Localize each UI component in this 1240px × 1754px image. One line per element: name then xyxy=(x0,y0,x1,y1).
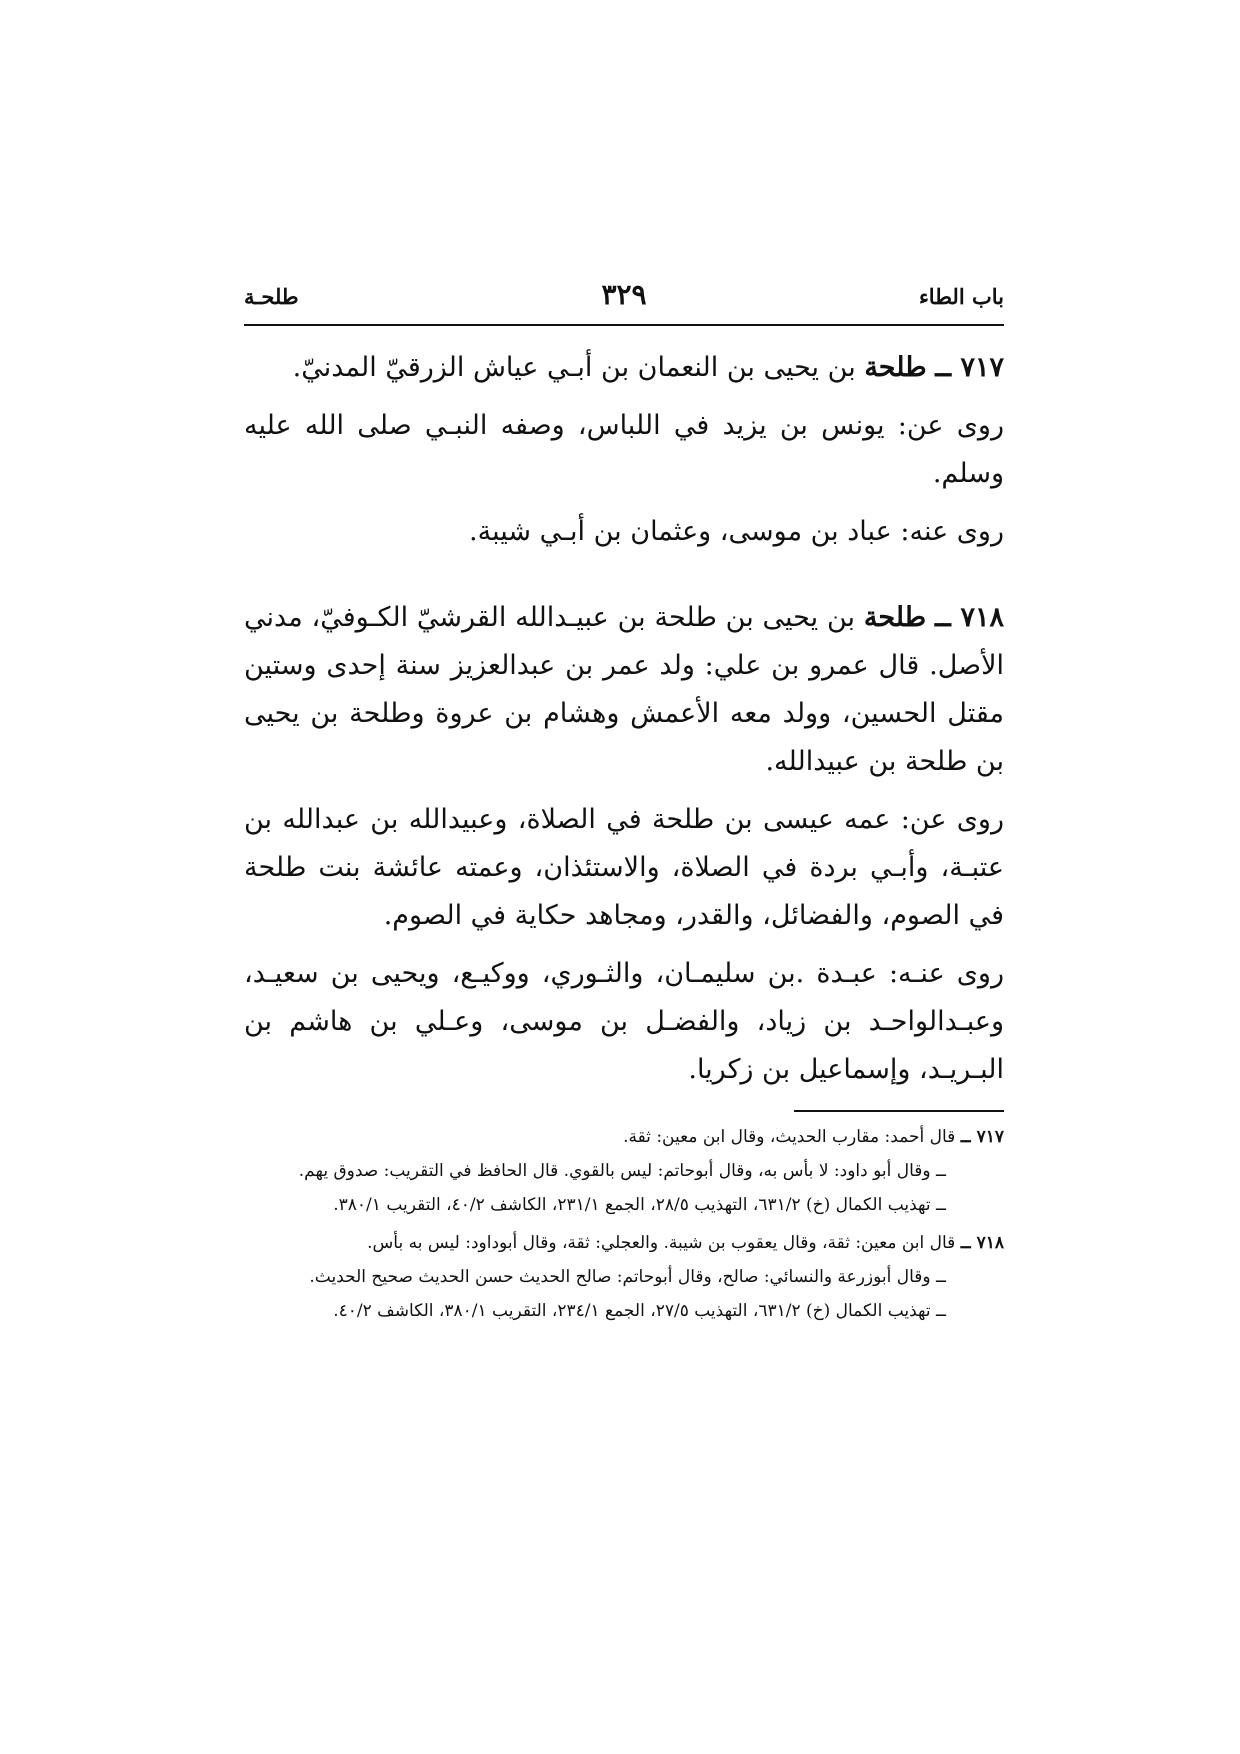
entry-heading xyxy=(244,594,1004,786)
narrated-from: روى عن: يونس بن يزيد في اللباس، وصفه النبـي صلى الله عليه وسلم. xyxy=(244,410,1004,489)
narrated-from: روى عن: عمه عيسى بن طلحة في الصلاة، وعبيدالله بن عبدالله بن عتبـة، وأبـي بردة في الصلاة، والاستئذان، وعمته عائشة بنت طلحة في الصوم، والفضائل، والقدر، ومجاهد حكاية في الصوم. xyxy=(244,804,1005,931)
footnote-line: ــ وقال أبوزرعة والنسائي: صالح، وقال أبوحاتم: صالح الحديث حسن الحديث صحيح الحديث. xyxy=(309,1267,946,1287)
section-title: باب الطاء xyxy=(918,284,1004,309)
page-number: ٣٢٩ xyxy=(601,278,647,311)
entry-number: ٧١٧ ــ xyxy=(935,352,1004,383)
footnote-line xyxy=(244,1120,1004,1154)
footnote-line: ــ تهذيب الكمال (خ) ٦٣١/٢، التهذيب ٢٧/٥، الجمع ٢٣٤/١، التقريب ٣٨٠/١، الكاشف ٤٠/٢. xyxy=(333,1301,946,1321)
footnote-divider xyxy=(794,1110,1004,1112)
running-head xyxy=(244,278,1004,326)
entry-name: طلحة xyxy=(864,352,927,383)
entry-lineage: بن يحيى بن طلحة بن عبيـدالله القرشيّ الكـوفيّ، مدني الأصل. قال عمرو بن علي: ولد عمر بن عبدالعزيز سنة إحدى وستين مقتل الحسين، وولد معه الأعمش وهشام بن عروة وطلحة بن يحيى بن طلحة بن عبيدالله. xyxy=(244,602,1004,777)
footnote-line: ــ تهذيب الكمال (خ) ٦٣١/٢، التهذيب ٢٨/٥، الجمع ٢٣١/١، الكاشف ٤٠/٢، التقريب ٣٨٠/١. xyxy=(333,1195,946,1215)
entry-717 xyxy=(244,344,1004,556)
entry-718 xyxy=(244,594,1004,1094)
narrated-by: روى عنـه: عبـدة .بن سليمـان، والثـوري، ووكيـع، ويحيى بن سعيـد، وعبـدالواحـد بن زياد، والفضـل بن موسى، وعـلي بن هاشم بن البـريـد، وإسماعيل بن زكريا. xyxy=(244,958,1004,1085)
footnote-text: قال أحمد: مقارب الحديث، وقال ابن معين: ثقة. xyxy=(623,1127,956,1147)
entry-running-title: طلحـة xyxy=(244,284,299,309)
entry-heading xyxy=(244,344,1004,392)
footnote-line: ــ وقال أبو داود: لا بأس به، وقال أبوحاتم: ليس بالقوي. قال الحافظ في التقريب: صدوق يهم. xyxy=(298,1161,946,1181)
footnote-718 xyxy=(244,1226,1004,1328)
footnote-number: ٧١٧ ــ xyxy=(960,1127,1004,1147)
entry-lineage: بن يحيى بن النعمان بن أبـي عياش الزرقيّ المدنيّ. xyxy=(292,352,856,383)
entry-name: طلحة xyxy=(863,602,927,633)
entry-number: ٧١٨ ــ xyxy=(935,602,1004,633)
narrated-by: روى عنه: عباد بن موسى، وعثمان بن أبـي شيبة. xyxy=(469,516,1004,547)
footnotes xyxy=(244,1110,1004,1328)
footnote-717 xyxy=(244,1120,1004,1222)
main-text xyxy=(244,344,1004,1094)
footnote-line xyxy=(244,1226,1004,1260)
page xyxy=(244,278,1004,1104)
footnote-number: ٧١٨ ــ xyxy=(960,1233,1004,1253)
footnote-text: قال ابن معين: ثقة، وقال يعقوب بن شيبة. والعجلي: ثقة، وقال أبوداود: ليس به بأس. xyxy=(367,1233,956,1253)
